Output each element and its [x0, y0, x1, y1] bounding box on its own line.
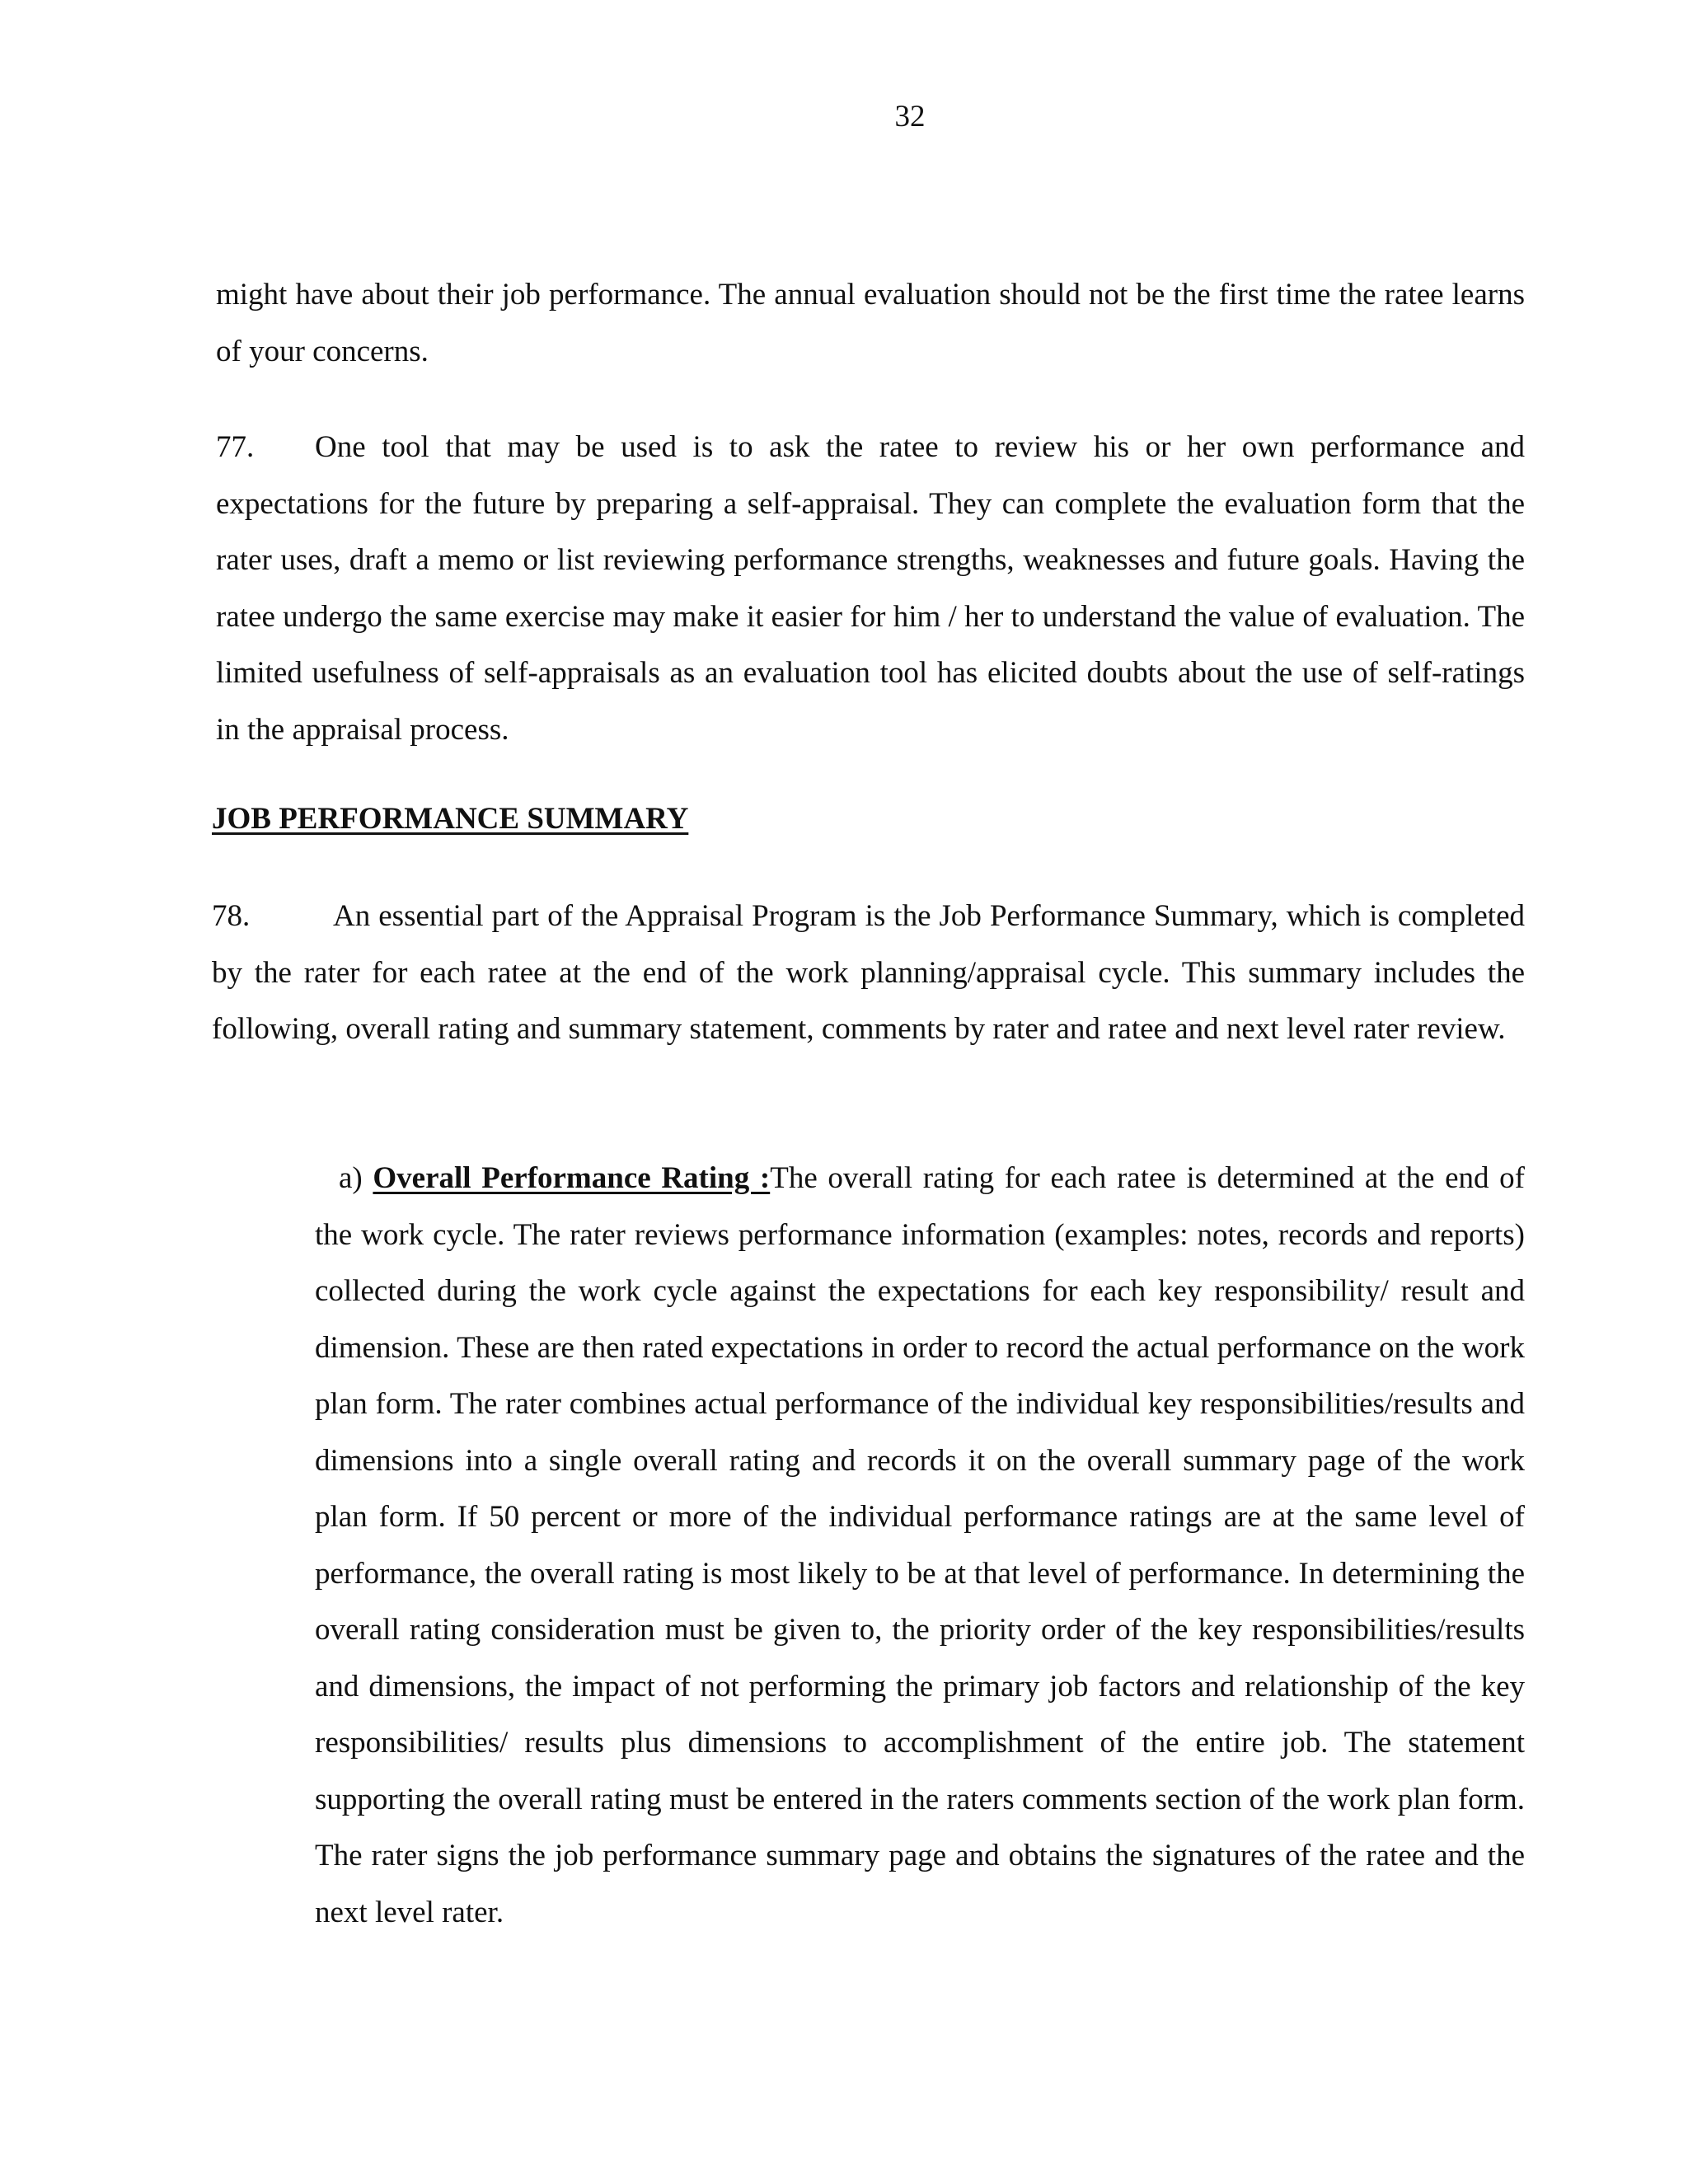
paragraph-text: An essential part of the Appraisal Program is the Job Performance Summary, which is completed by the rater for each ratee at the end of the work planning/appraisal cycle. This summary includes the following, overall rating and summary statement, comments by rater and ratee and next level rater review.: [212, 899, 1525, 1046]
paragraph-number: 77.: [216, 430, 255, 464]
paragraph-78: [212, 888, 1525, 1058]
paragraph-77: [216, 419, 1525, 758]
page-number: 32: [894, 100, 926, 134]
item-a-paragraph: [315, 1151, 1525, 1941]
continuation-paragraph: might have about their job performance. The annual evaluation should not be the first time the ratee learns of your concerns.: [216, 278, 1525, 368]
item-text: The overall rating for each ratee is determined at the end of the work cycle. The rater reviews performance information (examples: notes, records and reports) collected during the work cycle against the expectations for each key responsibility/ result and dimension. These are then rated expectations in order to record the actual performance on the work plan form. The rater combines actual performance of the individual key responsibilities/results and dimensions into a single overall rating and records it on the overall summary page of the work plan form. If 50 percent or more of the individual performance ratings are at the same level of performance, the overall rating is most likely to be at that level of performance. In determining the overall rating consideration must be given to, the priority order of the key responsibilities/results and dimensions, the impact of not performing the primary job factors and relationship of the key responsibilities/ results plus dimensions to accomplishment of the entire job. The statement supporting the overall rating must be entered in the raters comments section of the work plan form. The rater signs the job performance summary page and obtains the signatures of the ratee and the next level rater.: [315, 1161, 1525, 1929]
item-title: Overall Performance Rating :: [373, 1161, 771, 1195]
item-label: a): [339, 1161, 363, 1195]
paragraph-text: One tool that may be used is to ask the ratee to review his or her own performance and expectations for the future by preparing a self-appraisal. They can complete the evaluation form that the rater uses, draft a memo or list reviewing performance strengths, weaknesses and future goals. Having the ratee undergo the same exercise may make it easier for him / her to understand the value of evaluation. The limited usefulness of self-appraisals as an evaluation tool has elicited doubts about the use of self-ratings in the appraisal process.: [216, 430, 1525, 747]
section-heading: JOB PERFORMANCE SUMMARY: [212, 802, 689, 836]
paragraph-number: 78.: [212, 899, 251, 933]
